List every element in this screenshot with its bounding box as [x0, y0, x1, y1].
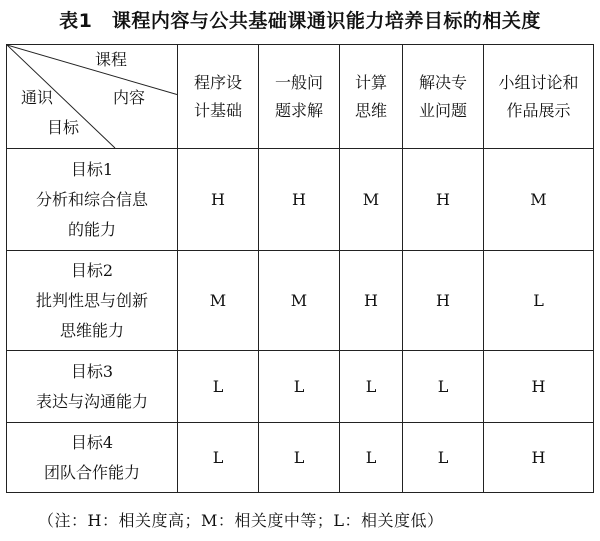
corner-label-goal: 目标 [47, 118, 80, 137]
goal-line: 团队合作能力 [43, 462, 140, 482]
value-cell: H [484, 423, 594, 493]
column-header-line: 业问题 [418, 100, 467, 120]
column-header [484, 45, 594, 149]
column-header [340, 45, 403, 149]
corner-header-cell [7, 45, 178, 149]
goal-line: 目标1 [70, 159, 114, 179]
goal-cell [7, 251, 178, 351]
goal-cell [7, 149, 178, 251]
header-row [7, 45, 594, 149]
column-header-line: 作品展示 [506, 100, 571, 120]
goal-line: 分析和综合信息 [35, 189, 148, 209]
table-row [7, 149, 594, 251]
corner-label-course: 课程 [95, 50, 128, 69]
column-header [259, 45, 340, 149]
column-header-line: 题求解 [274, 100, 323, 120]
value-cell: L [403, 351, 484, 423]
value-cell: M [484, 149, 594, 251]
corner-label-content: 内容 [113, 88, 146, 107]
value-cell: H [403, 251, 484, 351]
value-cell: L [403, 423, 484, 493]
value-cell: H [403, 149, 484, 251]
goal-cell [7, 351, 178, 423]
column-header-line: 解决专 [418, 72, 467, 92]
column-header [178, 45, 259, 149]
goal-cell [7, 423, 178, 493]
correlation-table [6, 44, 594, 493]
value-cell: H [484, 351, 594, 423]
value-cell: M [178, 251, 259, 351]
column-header-line: 一般问 [274, 72, 323, 92]
corner-label-general: 通识 [21, 88, 54, 107]
value-cell: H [259, 149, 340, 251]
goal-line: 的能力 [67, 219, 116, 239]
column-header-line: 程序设 [193, 72, 242, 92]
table-row [7, 423, 594, 493]
table-title: 表1 课程内容与公共基础课通识能力培养目标的相关度 [59, 10, 541, 32]
goal-line: 表达与沟通能力 [35, 391, 148, 411]
value-cell: L [259, 351, 340, 423]
table-row [7, 351, 594, 423]
value-cell: L [340, 351, 403, 423]
table-row [7, 251, 594, 351]
value-cell: L [178, 423, 259, 493]
value-cell: M [259, 251, 340, 351]
column-header [403, 45, 484, 149]
value-cell: H [178, 149, 259, 251]
goal-line: 目标2 [70, 260, 114, 280]
goal-line: 目标3 [70, 361, 114, 381]
value-cell: L [178, 351, 259, 423]
value-cell: L [484, 251, 594, 351]
goal-line: 批判性思与创新 [35, 290, 148, 310]
column-header-line: 思维 [354, 100, 387, 120]
value-cell: L [340, 423, 403, 493]
table-footnote: （注：H：相关度高；M：相关度中等；L：相关度低） [38, 511, 444, 530]
column-header-line: 计算 [354, 72, 387, 92]
value-cell: M [340, 149, 403, 251]
value-cell: L [259, 423, 340, 493]
goal-line: 目标4 [70, 432, 114, 452]
column-header-line: 小组讨论和 [498, 72, 579, 92]
goal-line: 思维能力 [59, 320, 124, 340]
column-header-line: 计基础 [193, 100, 242, 120]
value-cell: H [340, 251, 403, 351]
